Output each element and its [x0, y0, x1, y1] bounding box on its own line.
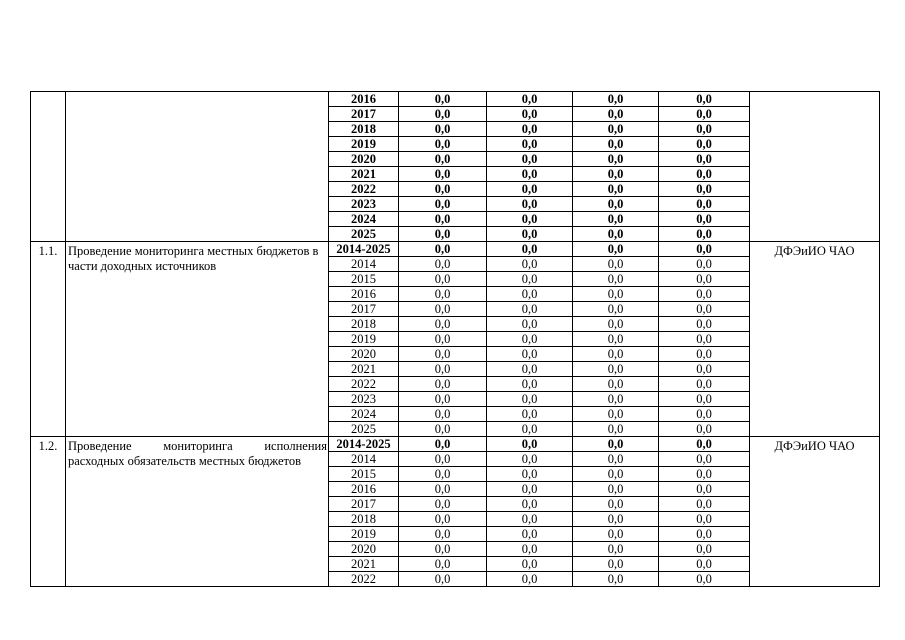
- value-cell: 0,0: [659, 572, 750, 587]
- value-cell: 0,0: [573, 542, 659, 557]
- value-cell: 0,0: [573, 272, 659, 287]
- value-cell: 0,0: [487, 242, 573, 257]
- year-cell: 2019: [329, 332, 399, 347]
- value-cell: 0,0: [487, 317, 573, 332]
- value-cell: 0,0: [573, 452, 659, 467]
- value-cell: 0,0: [659, 227, 750, 242]
- value-cell: 0,0: [659, 107, 750, 122]
- value-cell: 0,0: [399, 152, 487, 167]
- value-cell: 0,0: [487, 257, 573, 272]
- value-cell: 0,0: [399, 392, 487, 407]
- value-cell: 0,0: [487, 362, 573, 377]
- value-cell: 0,0: [659, 407, 750, 422]
- program-table: [30, 91, 880, 587]
- year-cell: 2021: [329, 362, 399, 377]
- value-cell: 0,0: [659, 542, 750, 557]
- section-description: [66, 437, 329, 587]
- value-cell: 0,0: [573, 107, 659, 122]
- value-cell: 0,0: [399, 257, 487, 272]
- value-cell: 0,0: [659, 467, 750, 482]
- table-body: [31, 92, 880, 587]
- value-cell: 0,0: [659, 557, 750, 572]
- value-cell: 0,0: [573, 482, 659, 497]
- value-cell: 0,0: [659, 347, 750, 362]
- value-cell: 0,0: [399, 272, 487, 287]
- year-cell: 2023: [329, 197, 399, 212]
- year-cell: 2014-2025: [329, 242, 399, 257]
- year-cell: 2025: [329, 422, 399, 437]
- value-cell: 0,0: [487, 407, 573, 422]
- description-line-1: [68, 439, 327, 454]
- year-cell: 2018: [329, 317, 399, 332]
- value-cell: 0,0: [573, 512, 659, 527]
- value-cell: 0,0: [399, 107, 487, 122]
- value-cell: 0,0: [487, 497, 573, 512]
- value-cell: 0,0: [399, 122, 487, 137]
- value-cell: 0,0: [487, 467, 573, 482]
- value-cell: 0,0: [487, 377, 573, 392]
- year-cell: 2016: [329, 482, 399, 497]
- year-cell: 2019: [329, 137, 399, 152]
- value-cell: 0,0: [659, 197, 750, 212]
- value-cell: 0,0: [659, 92, 750, 107]
- value-cell: 0,0: [399, 557, 487, 572]
- table-row: [31, 242, 880, 257]
- value-cell: 0,0: [659, 212, 750, 227]
- description-cell: [66, 92, 329, 242]
- value-cell: 0,0: [487, 212, 573, 227]
- value-cell: 0,0: [573, 197, 659, 212]
- value-cell: 0,0: [487, 542, 573, 557]
- value-cell: 0,0: [659, 317, 750, 332]
- year-cell: 2019: [329, 527, 399, 542]
- value-cell: 0,0: [399, 242, 487, 257]
- year-cell: 2014: [329, 452, 399, 467]
- value-cell: 0,0: [659, 272, 750, 287]
- value-cell: 0,0: [399, 302, 487, 317]
- value-cell: 0,0: [487, 137, 573, 152]
- value-cell: 0,0: [573, 392, 659, 407]
- value-cell: 0,0: [399, 197, 487, 212]
- year-cell: 2016: [329, 287, 399, 302]
- value-cell: 0,0: [399, 542, 487, 557]
- value-cell: 0,0: [573, 92, 659, 107]
- year-cell: 2020: [329, 347, 399, 362]
- value-cell: 0,0: [573, 257, 659, 272]
- value-cell: 0,0: [573, 347, 659, 362]
- value-cell: 0,0: [659, 497, 750, 512]
- value-cell: 0,0: [573, 467, 659, 482]
- document-page: [30, 91, 880, 587]
- value-cell: 0,0: [399, 347, 487, 362]
- value-cell: 0,0: [399, 182, 487, 197]
- value-cell: 0,0: [573, 182, 659, 197]
- year-cell: 2018: [329, 512, 399, 527]
- value-cell: 0,0: [487, 152, 573, 167]
- value-cell: 0,0: [399, 467, 487, 482]
- value-cell: 0,0: [399, 482, 487, 497]
- year-cell: 2021: [329, 167, 399, 182]
- value-cell: 0,0: [487, 557, 573, 572]
- year-cell: 2020: [329, 542, 399, 557]
- year-cell: 2022: [329, 377, 399, 392]
- value-cell: 0,0: [573, 437, 659, 452]
- value-cell: 0,0: [399, 287, 487, 302]
- value-cell: 0,0: [487, 227, 573, 242]
- value-cell: 0,0: [573, 152, 659, 167]
- value-cell: 0,0: [659, 302, 750, 317]
- value-cell: 0,0: [487, 122, 573, 137]
- value-cell: 0,0: [399, 362, 487, 377]
- value-cell: 0,0: [573, 302, 659, 317]
- value-cell: 0,0: [399, 407, 487, 422]
- value-cell: 0,0: [573, 242, 659, 257]
- value-cell: 0,0: [573, 377, 659, 392]
- value-cell: 0,0: [573, 527, 659, 542]
- value-cell: 0,0: [573, 317, 659, 332]
- value-cell: 0,0: [399, 497, 487, 512]
- year-cell: 2015: [329, 272, 399, 287]
- value-cell: 0,0: [487, 332, 573, 347]
- year-cell: 2020: [329, 152, 399, 167]
- value-cell: 0,0: [573, 572, 659, 587]
- year-cell: 2018: [329, 122, 399, 137]
- value-cell: 0,0: [573, 362, 659, 377]
- year-cell: 2021: [329, 557, 399, 572]
- value-cell: 0,0: [659, 287, 750, 302]
- value-cell: 0,0: [399, 527, 487, 542]
- value-cell: 0,0: [487, 392, 573, 407]
- value-cell: 0,0: [573, 137, 659, 152]
- value-cell: 0,0: [659, 137, 750, 152]
- value-cell: 0,0: [487, 482, 573, 497]
- value-cell: 0,0: [399, 167, 487, 182]
- value-cell: 0,0: [487, 437, 573, 452]
- value-cell: 0,0: [487, 287, 573, 302]
- value-cell: 0,0: [487, 92, 573, 107]
- year-cell: 2015: [329, 467, 399, 482]
- value-cell: 0,0: [659, 167, 750, 182]
- value-cell: 0,0: [399, 92, 487, 107]
- year-cell: 2023: [329, 392, 399, 407]
- year-cell: 2025: [329, 227, 399, 242]
- executor-cell: ДФЭиИО ЧАО: [750, 437, 880, 587]
- value-cell: 0,0: [659, 527, 750, 542]
- value-cell: 0,0: [573, 407, 659, 422]
- table-row: [31, 437, 880, 452]
- value-cell: 0,0: [399, 332, 487, 347]
- value-cell: 0,0: [399, 377, 487, 392]
- value-cell: 0,0: [399, 137, 487, 152]
- value-cell: 0,0: [487, 527, 573, 542]
- value-cell: 0,0: [399, 572, 487, 587]
- section-number: 1.1.: [31, 242, 66, 437]
- year-cell: 2024: [329, 212, 399, 227]
- value-cell: 0,0: [659, 482, 750, 497]
- value-cell: 0,0: [399, 512, 487, 527]
- year-cell: 2014: [329, 257, 399, 272]
- year-cell: 2016: [329, 92, 399, 107]
- year-cell: 2022: [329, 182, 399, 197]
- value-cell: 0,0: [487, 167, 573, 182]
- value-cell: 0,0: [487, 197, 573, 212]
- value-cell: 0,0: [487, 422, 573, 437]
- value-cell: 0,0: [573, 287, 659, 302]
- value-cell: 0,0: [573, 332, 659, 347]
- value-cell: 0,0: [487, 452, 573, 467]
- value-cell: 0,0: [573, 557, 659, 572]
- value-cell: 0,0: [659, 257, 750, 272]
- value-cell: 0,0: [573, 167, 659, 182]
- value-cell: 0,0: [659, 452, 750, 467]
- value-cell: 0,0: [659, 437, 750, 452]
- year-cell: 2017: [329, 107, 399, 122]
- table-row: [31, 92, 880, 107]
- value-cell: 0,0: [399, 317, 487, 332]
- value-cell: 0,0: [659, 122, 750, 137]
- value-cell: 0,0: [487, 572, 573, 587]
- value-cell: 0,0: [399, 227, 487, 242]
- section-number: 1.2.: [31, 437, 66, 587]
- value-cell: 0,0: [659, 422, 750, 437]
- description-word: мониторинга: [163, 439, 233, 453]
- value-cell: 0,0: [399, 422, 487, 437]
- value-cell: 0,0: [399, 212, 487, 227]
- description-word: исполнения: [264, 439, 327, 453]
- value-cell: 0,0: [573, 497, 659, 512]
- year-cell: 2017: [329, 302, 399, 317]
- value-cell: 0,0: [659, 392, 750, 407]
- value-cell: 0,0: [659, 332, 750, 347]
- value-cell: 0,0: [487, 347, 573, 362]
- year-cell: 2022: [329, 572, 399, 587]
- value-cell: 0,0: [399, 452, 487, 467]
- value-cell: 0,0: [487, 107, 573, 122]
- value-cell: 0,0: [399, 437, 487, 452]
- value-cell: 0,0: [659, 512, 750, 527]
- value-cell: 0,0: [659, 182, 750, 197]
- executor-cell: [750, 92, 880, 242]
- value-cell: 0,0: [573, 227, 659, 242]
- value-cell: 0,0: [659, 377, 750, 392]
- value-cell: 0,0: [573, 212, 659, 227]
- value-cell: 0,0: [573, 422, 659, 437]
- description-line-2: расходных обязательств местных бюджетов: [68, 454, 302, 468]
- value-cell: 0,0: [487, 302, 573, 317]
- value-cell: 0,0: [487, 272, 573, 287]
- number-cell: [31, 92, 66, 242]
- section-description: Проведение мониторинга местных бюджетов в части доходных источников: [66, 242, 329, 437]
- value-cell: 0,0: [659, 242, 750, 257]
- value-cell: 0,0: [659, 362, 750, 377]
- executor-cell: ДФЭиИО ЧАО: [750, 242, 880, 437]
- value-cell: 0,0: [659, 152, 750, 167]
- year-cell: 2024: [329, 407, 399, 422]
- year-cell: 2017: [329, 497, 399, 512]
- description-word: Проведение: [68, 439, 132, 453]
- value-cell: 0,0: [573, 122, 659, 137]
- value-cell: 0,0: [487, 512, 573, 527]
- year-cell: 2014-2025: [329, 437, 399, 452]
- value-cell: 0,0: [487, 182, 573, 197]
